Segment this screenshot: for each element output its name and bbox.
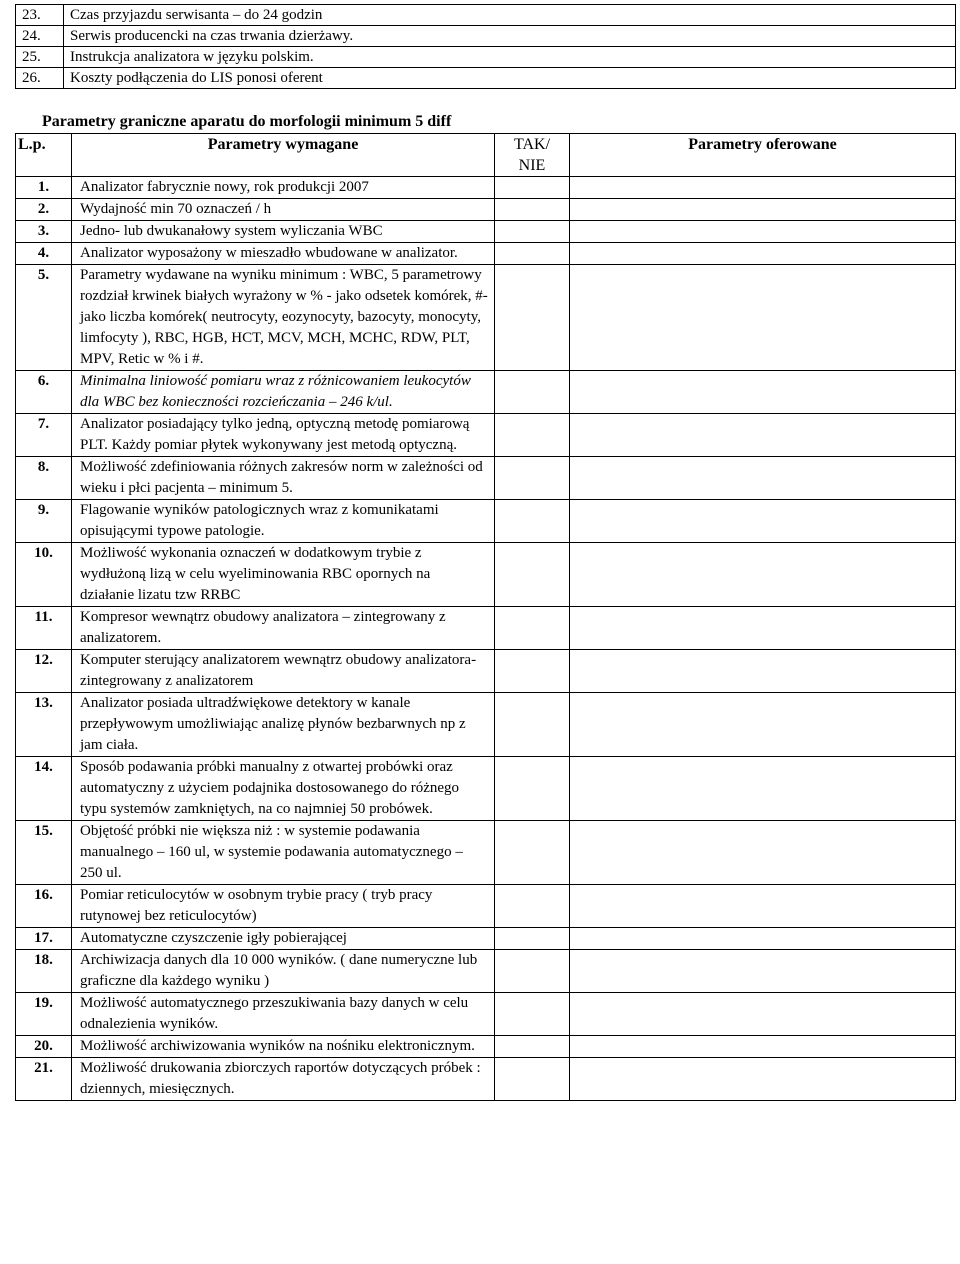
table-row xyxy=(16,371,956,414)
table-row xyxy=(16,414,956,457)
row-yes-no-cell[interactable] xyxy=(495,177,570,199)
row-number: 4. xyxy=(16,243,72,265)
row-yes-no-cell[interactable] xyxy=(495,885,570,928)
top-item-row xyxy=(16,5,956,26)
row-offered-param-cell[interactable] xyxy=(570,1036,956,1058)
row-yes-no-cell[interactable] xyxy=(495,993,570,1036)
row-required-param: Flagowanie wyników patologicznych wraz z komunikatami opisującymi typowe patologie. xyxy=(72,500,495,543)
row-offered-param-cell[interactable] xyxy=(570,757,956,821)
row-required-param: Możliwość archiwizowania wyników na nośniku elektronicznym. xyxy=(72,1036,495,1058)
header-lp: L.p. xyxy=(16,134,72,177)
row-yes-no-cell[interactable] xyxy=(495,607,570,650)
row-number: 15. xyxy=(16,821,72,885)
row-required-param: Możliwość drukowania zbiorczych raportów dotyczących próbek : dziennych, miesięcznych. xyxy=(72,1058,495,1101)
row-offered-param-cell[interactable] xyxy=(570,885,956,928)
row-number: 13. xyxy=(16,693,72,757)
table-row xyxy=(16,650,956,693)
row-yes-no-cell[interactable] xyxy=(495,928,570,950)
row-number: 8. xyxy=(16,457,72,500)
table-row xyxy=(16,821,956,885)
row-required-param: Analizator wyposażony w mieszadło wbudowane w analizator. xyxy=(72,243,495,265)
row-offered-param-cell[interactable] xyxy=(570,221,956,243)
row-required-param: Jedno- lub dwukanałowy system wyliczania WBC xyxy=(72,221,495,243)
parameters-table xyxy=(15,133,956,1101)
row-number: 9. xyxy=(16,500,72,543)
row-number: 19. xyxy=(16,993,72,1036)
table-row xyxy=(16,543,956,607)
row-number: 16. xyxy=(16,885,72,928)
row-offered-param-cell[interactable] xyxy=(570,950,956,993)
row-required-param: Komputer sterujący analizatorem wewnątrz obudowy analizatora- zintegrowany z analizatorem xyxy=(72,650,495,693)
row-offered-param-cell[interactable] xyxy=(570,199,956,221)
top-item-number: 24. xyxy=(16,26,64,47)
top-item-text: Czas przyjazdu serwisanta – do 24 godzin xyxy=(64,5,956,26)
row-offered-param-cell[interactable] xyxy=(570,928,956,950)
row-required-param: Możliwość automatycznego przeszukiwania bazy danych w celu odnalezienia wyników. xyxy=(72,993,495,1036)
row-offered-param-cell[interactable] xyxy=(570,414,956,457)
row-offered-param-cell[interactable] xyxy=(570,500,956,543)
top-item-text: Koszty podłączenia do LIS ponosi oferent xyxy=(64,68,956,89)
top-item-text: Serwis producencki na czas trwania dzierżawy. xyxy=(64,26,956,47)
table-row xyxy=(16,199,956,221)
row-offered-param-cell[interactable] xyxy=(570,693,956,757)
top-item-row xyxy=(16,68,956,89)
row-required-param: Automatyczne czyszczenie igły pobierającej xyxy=(72,928,495,950)
table-row xyxy=(16,243,956,265)
row-offered-param-cell[interactable] xyxy=(570,177,956,199)
header-offered-params: Parametry oferowane xyxy=(570,134,956,177)
row-yes-no-cell[interactable] xyxy=(495,950,570,993)
row-offered-param-cell[interactable] xyxy=(570,457,956,500)
row-number: 5. xyxy=(16,265,72,371)
row-required-param: Możliwość zdefiniowania różnych zakresów norm w zależności od wieku i płci pacjenta – minimum 5. xyxy=(72,457,495,500)
top-item-row xyxy=(16,47,956,68)
row-yes-no-cell[interactable] xyxy=(495,457,570,500)
table-row xyxy=(16,221,956,243)
row-offered-param-cell[interactable] xyxy=(570,650,956,693)
row-offered-param-cell[interactable] xyxy=(570,607,956,650)
row-yes-no-cell[interactable] xyxy=(495,243,570,265)
top-item-row xyxy=(16,26,956,47)
row-number: 21. xyxy=(16,1058,72,1101)
row-offered-param-cell[interactable] xyxy=(570,265,956,371)
row-number: 3. xyxy=(16,221,72,243)
row-yes-no-cell[interactable] xyxy=(495,1036,570,1058)
table-row xyxy=(16,457,956,500)
section-title: Parametry graniczne aparatu do morfologii minimum 5 diff xyxy=(42,113,452,130)
row-number: 7. xyxy=(16,414,72,457)
top-item-number: 23. xyxy=(16,5,64,26)
table-row xyxy=(16,757,956,821)
table-row xyxy=(16,950,956,993)
top-item-number: 26. xyxy=(16,68,64,89)
row-offered-param-cell[interactable] xyxy=(570,243,956,265)
row-yes-no-cell[interactable] xyxy=(495,199,570,221)
row-number: 1. xyxy=(16,177,72,199)
table-row xyxy=(16,265,956,371)
table-row xyxy=(16,885,956,928)
row-yes-no-cell[interactable] xyxy=(495,821,570,885)
header-yes-no: TAK/ NIE xyxy=(495,134,570,177)
row-required-param: Wydajność min 70 oznaczeń / h xyxy=(72,199,495,221)
row-yes-no-cell[interactable] xyxy=(495,500,570,543)
row-required-param: Archiwizacja danych dla 10 000 wyników. ( dane numeryczne lub graficzne dla każdego wyniku ) xyxy=(72,950,495,993)
row-number: 11. xyxy=(16,607,72,650)
row-yes-no-cell[interactable] xyxy=(495,265,570,371)
row-number: 14. xyxy=(16,757,72,821)
row-offered-param-cell[interactable] xyxy=(570,543,956,607)
top-items-body xyxy=(16,5,956,89)
table-row xyxy=(16,928,956,950)
row-yes-no-cell[interactable] xyxy=(495,221,570,243)
top-items-table xyxy=(15,4,956,89)
row-number: 6. xyxy=(16,371,72,414)
row-required-param: Analizator posiadający tylko jedną, optyczną metodę pomiarową PLT. Każdy pomiar płytek wykonywany jest metodą optyczną. xyxy=(72,414,495,457)
row-yes-no-cell[interactable] xyxy=(495,414,570,457)
row-number: 20. xyxy=(16,1036,72,1058)
row-offered-param-cell[interactable] xyxy=(570,821,956,885)
row-number: 10. xyxy=(16,543,72,607)
row-required-param: Kompresor wewnątrz obudowy analizatora – zintegrowany z analizatorem. xyxy=(72,607,495,650)
row-yes-no-cell[interactable] xyxy=(495,1058,570,1101)
row-offered-param-cell[interactable] xyxy=(570,993,956,1036)
row-yes-no-cell[interactable] xyxy=(495,543,570,607)
top-item-number: 25. xyxy=(16,47,64,68)
row-number: 2. xyxy=(16,199,72,221)
table-row xyxy=(16,993,956,1036)
table-row xyxy=(16,693,956,757)
row-required-param: Analizator fabrycznie nowy, rok produkcji 2007 xyxy=(72,177,495,199)
row-offered-param-cell[interactable] xyxy=(570,1058,956,1101)
row-required-param: Sposób podawania próbki manualny z otwartej probówki oraz automatyczny z użyciem podajnika dostosowanego do różnego typu systemów zamkniętych, na co najmniej 50 probówek. xyxy=(72,757,495,821)
row-yes-no-cell[interactable] xyxy=(495,371,570,414)
row-required-param: Objętość próbki nie większa niż : w systemie podawania manualnego – 160 ul, w systemie podawania automatycznego – 250 ul. xyxy=(72,821,495,885)
header-required-params: Parametry wymagane xyxy=(72,134,495,177)
table-row xyxy=(16,1036,956,1058)
row-number: 17. xyxy=(16,928,72,950)
row-required-param: Parametry wydawane na wyniku minimum : WBC, 5 parametrowy rozdział krwinek białych wyrażony w % - jako odsetek komórek, #- jako liczba komórek( neutrocyty, eozynocyty, bazocyty, monocyty, limfocyty ), RBC, HGB, HCT, MCV, MCH, MCHC, RDW, PLT, MPV, Retic w % i #. xyxy=(72,265,495,371)
table-header-row xyxy=(16,134,956,177)
row-yes-no-cell[interactable] xyxy=(495,693,570,757)
row-offered-param-cell[interactable] xyxy=(570,371,956,414)
table-row xyxy=(16,607,956,650)
row-number: 12. xyxy=(16,650,72,693)
table-row xyxy=(16,500,956,543)
table-row xyxy=(16,1058,956,1101)
row-required-param: Możliwość wykonania oznaczeń w dodatkowym trybie z wydłużoną lizą w celu wyeliminowania RBC opornych na działanie lizatu tzw RRBC xyxy=(72,543,495,607)
top-item-text: Instrukcja analizatora w języku polskim. xyxy=(64,47,956,68)
row-yes-no-cell[interactable] xyxy=(495,650,570,693)
row-number: 18. xyxy=(16,950,72,993)
row-yes-no-cell[interactable] xyxy=(495,757,570,821)
table-row xyxy=(16,177,956,199)
row-required-param: Pomiar reticulocytów w osobnym trybie pracy ( tryb pracy rutynowej bez reticulocytów) xyxy=(72,885,495,928)
row-required-param: Minimalna liniowość pomiaru wraz z różnicowaniem leukocytów dla WBC bez konieczności rozcieńczania – 246 k/ul. xyxy=(72,371,495,414)
row-required-param: Analizator posiada ultradźwiękowe detektory w kanale przepływowym umożliwiając analizę płynów bezbarwnych np z jam ciała. xyxy=(72,693,495,757)
parameters-body xyxy=(16,177,956,1101)
